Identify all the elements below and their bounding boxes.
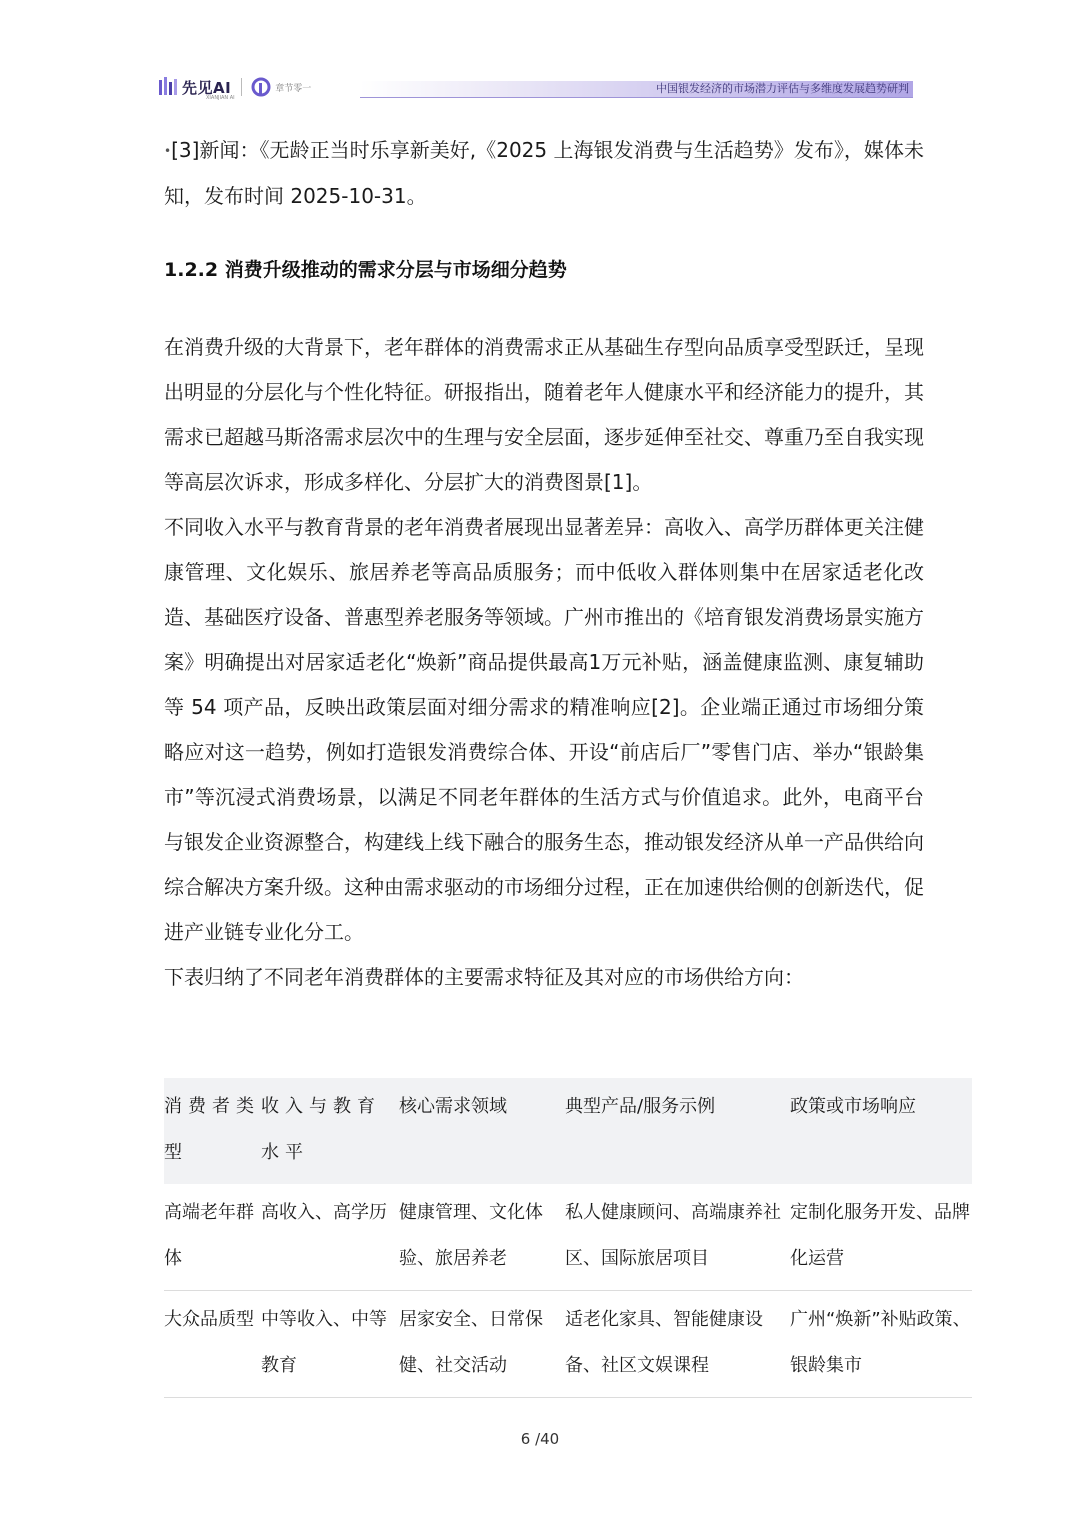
table-row xyxy=(164,1184,972,1291)
section-title: 1.2.2 消费升级推动的需求分层与市场细分趋势 xyxy=(164,259,567,281)
header-logos xyxy=(158,76,312,101)
table-cell: 高收入、高学历 xyxy=(261,1202,387,1223)
logo-primary-text: 先见AI xyxy=(182,78,232,97)
table-header-cell: 典型产品/服务示例 xyxy=(565,1096,716,1117)
table-header-cell: 核心需求领域 xyxy=(399,1096,507,1117)
logo-divider xyxy=(241,78,242,96)
xianjian-logo-icon xyxy=(158,76,178,98)
table-row xyxy=(164,1291,972,1398)
page-header xyxy=(0,0,1080,120)
table-cell: 健康管理、文化体验、旅居养老 xyxy=(399,1202,543,1269)
bullet-icon: • xyxy=(164,144,172,158)
report-title-banner xyxy=(360,81,913,97)
reference-text: [3]新闻：《无龄正当时乐享新美好,《2025 上海银发消费与生活趋势》发布》，媒体未知，发布时间 2025-10-31。 xyxy=(164,138,924,208)
reference-entry xyxy=(164,128,924,219)
paragraph-1: 在消费升级的大背景下，老年群体的消费需求正从基础生存型向品质享受型跃迁，呈现出明显的分层化与个性化特征。研报指出，随着老年人健康水平和经济能力的提升，其需求已超越马斯洛需求层次中的生理与安全层面，逐步延伸至社交、尊重乃至自我实现等高层次诉求，形成多样化、分层扩大的消费图景[1]。 xyxy=(164,335,924,494)
logo-primary-subtext: XIANJIAN AI xyxy=(206,94,235,101)
table-cell: 私人健康顾问、高端康养社区、国际旅居项目 xyxy=(565,1202,781,1269)
zhangjie-logo-icon xyxy=(251,77,271,97)
table-header-cell: 收入与教育水平 xyxy=(261,1096,381,1163)
table-cell: 适老化家具、智能健康设备、社区文娱课程 xyxy=(565,1309,763,1376)
logo-secondary-text: 章节零一 xyxy=(275,83,312,94)
page-content xyxy=(164,128,924,1000)
table-cell: 广州“焕新”补贴政策、银龄集市 xyxy=(790,1309,971,1376)
table-header-row xyxy=(164,1078,972,1184)
table-cell: 高端老年群体 xyxy=(164,1202,254,1269)
report-title: 中国银发经济的市场潜力评估与多维度发展趋势研判 xyxy=(656,82,909,95)
header-rule xyxy=(360,97,913,98)
table-cell: 定制化服务开发、品牌化运营 xyxy=(790,1202,970,1269)
table-cell: 居家安全、日常保健、社交活动 xyxy=(399,1309,543,1376)
page-number: 6 /40 xyxy=(520,1430,560,1448)
table-header-cell: 政策或市场响应 xyxy=(790,1096,916,1117)
table-cell: 中等收入、中等教育 xyxy=(261,1309,387,1376)
consumer-segment-table xyxy=(164,1078,972,1398)
table-intro: 下表归纳了不同老年消费群体的主要需求特征及其对应的市场供给方向： xyxy=(164,965,804,989)
table-header-cell: 消费者类型 xyxy=(164,1096,260,1163)
paragraph-2: 不同收入水平与教育背景的老年消费者展现出显著差异：高收入、高学历群体更关注健康管理、文化娱乐、旅居养老等高品质服务；而中低收入群体则集中在居家适老化改造、基础医疗设备、普惠型养老服务等领域。广州市推出的《培育银发消费场景实施方案》明确提出对居家适老化“焕新”商品提供最高1万元补贴，涵盖健康监测、康复辅助等 54 项产品，反映出政策层面对细分需求的精准响应[2]。企业端正通过市场细分策略应对这一趋势，例如打造银发消费综合体、开设“前店后厂”零售门店、举办“银龄集市”等沉浸式消费场景，以满足不同老年群体的生活方式与价值追求。此外，电商平台与银发企业资源整合，构建线上线下融合的服务生态，推动银发经济从单一产品供给向综合解决方案升级。这种由需求驱动的市场细分过程，正在加速供给侧的创新迭代，促进产业链专业化分工。 xyxy=(164,515,924,944)
table-cell: 大众品质型 xyxy=(164,1309,254,1330)
